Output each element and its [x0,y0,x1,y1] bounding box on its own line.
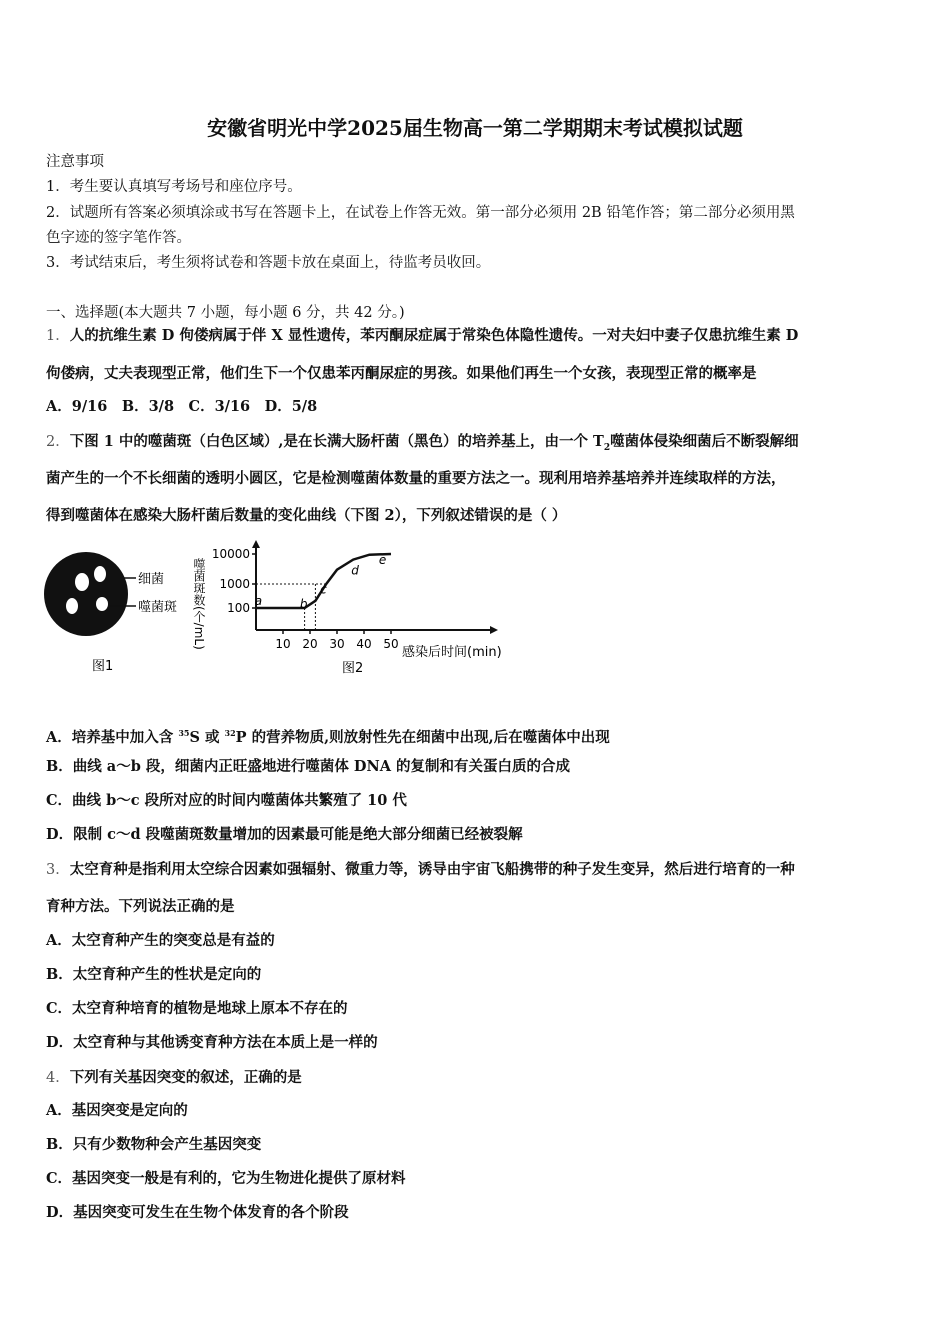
q2-line2: 菌产生的一个不长细菌的透明小圆区，它是检测噬菌体数量的重要方法之一。现利用培养基培养并连续取样的方法， [46,470,786,487]
point-label-b: b [299,597,308,611]
q2-line1 [46,432,908,458]
q4-option-a: A．基因突变是定向的 [46,1102,188,1119]
y-tick-label: 10000 [211,547,250,561]
q2-option-d: D．限制 c～d 段噬菌斑数量增加的因素最可能是绝大部分细菌已经被裂解 [46,826,523,843]
y-tick-label: 100 [227,601,250,615]
series-line [256,554,391,608]
point-label-c: c [320,582,327,597]
x-ticks [275,630,398,651]
x-tick-label: 30 [329,637,345,651]
y-axis-label: 噬菌斑数(个/mL) [192,558,206,650]
q2-text-1a: 下图 1 中的噬菌斑（白色区域）,是在长满大肠杆菌（黑色）的培养基上，由一个 T [69,433,604,450]
q4-option-c: C．基因突变一般是有利的，它为生物进化提供了原材料 [46,1170,406,1187]
notice-item-2-cont: 色字迹的签字笔作答。 [46,230,191,246]
q2-optA-sup1: 35 [178,728,190,738]
y-tick-label: 1000 [219,577,250,591]
x-axis-arrow [490,626,498,634]
q1-text-1: 人的抗维生素 D 佝偻病属于伴 X 显性遗传，苯丙酮尿症属于常染色体隐性遗传。一对夫妇中妻子仅患抗维生素 D [69,327,799,344]
q3-option-a: A．太空育种产生的突变总是有益的 [46,932,275,949]
q3-number: 3． [46,862,70,878]
q1-line1 [46,326,908,346]
y-axis-arrow [252,540,260,548]
q4-number: 4． [46,1070,70,1086]
q2-optA-text-a: A．培养基中加入含 [46,728,179,746]
q3-option-b: B．太空育种产生的性状是定向的 [46,966,262,983]
plaque-1 [75,573,89,591]
figure1 [44,552,177,674]
q2-optA-text-b: S 或 [189,728,225,746]
notice-item-2: 2．试题所有答案必须填涂或书写在答题卡上，在试卷上作答无效。第一部分必须用 2B 铅笔作答；第二部分必须用黑 [46,205,795,221]
y-ticks [212,547,256,615]
notice-heading: 注意事项 [46,154,104,170]
label-bacteria: 细菌 [138,572,165,587]
q4-option-d: D．基因突变可发生在生物个体发育的各个阶段 [46,1204,349,1221]
q2-optA-sup2: 32 [224,728,236,738]
dish-circle [44,552,128,636]
q3-text-1: 太空育种是指利用太空综合因素如强辐射、微重力等，诱导由宇宙飞船携带的种子发生变异，然后进行培育的一种 [69,861,795,878]
figure1-caption: 图1 [92,659,114,674]
q3-option-c: C．太空育种培育的植物是地球上原本不存在的 [46,1000,348,1017]
q2-subscript: 2 [603,442,611,453]
figure2-chart [192,540,502,676]
x-tick-label: 10 [275,637,291,651]
figure2-caption: 图2 [342,661,364,676]
page-title: 安徽省明光中学2025届生物高一第二学期期末考试模拟试题 [207,116,743,140]
notice-item-3: 3．考试结束后，考生须将试卷和答题卡放在桌面上，待监考员收回。 [46,255,491,271]
plaque-3 [66,598,78,614]
q2-figure [44,538,514,690]
q3-line1 [46,860,908,880]
q4-line1 [46,1068,908,1088]
q3-option-d: D．太空育种与其他诱变育种方法在本质上是一样的 [46,1034,378,1051]
q3-line2: 育种方法。下列说法正确的是 [46,898,235,915]
figure-svg [44,538,514,690]
plaque-4 [96,597,108,611]
point-labels [255,553,387,611]
x-tick-label: 50 [383,637,399,651]
q2-option-c: C．曲线 b～c 段所对应的时间内噬菌体共繁殖了 10 代 [46,792,407,809]
x-axis-label: 感染后时间(min) [402,645,502,660]
q2-number: 2． [46,434,70,450]
q4-option-b: B．只有少数物种会产生基因突变 [46,1136,262,1153]
q2-optA-text-c: P 的营养物质,则放射性先在细菌中出现,后在噬菌体中出现 [235,728,610,746]
point-label-a: a [254,594,263,608]
x-tick-label: 20 [302,637,318,651]
notice-item-1: 1．考生要认真填写考场号和座位序号。 [46,179,302,195]
label-plaque: 噬菌斑 [138,600,178,615]
q1-number: 1． [46,328,70,344]
section-heading: 一、选择题(本大题共 7 小题，每小题 6 分，共 42 分。) [46,305,405,321]
q2-line3: 得到噬菌体在感染大肠杆菌后数量的变化曲线（下图 2），下列叙述错误的是（ ） [46,507,567,524]
q2-option-b: B．曲线 a～b 段，细菌内正旺盛地进行噬菌体 DNA 的复制和有关蛋白质的合成 [46,758,571,775]
x-tick-label: 40 [356,637,372,651]
q2-option-a [46,723,908,748]
q1-line2: 佝偻病，丈夫表现型正常，他们生下一个仅患苯丙酮尿症的男孩。如果他们再生一个女孩，表现型正常的概率是 [46,365,757,382]
point-label-d: d [351,563,359,578]
plaque-2 [94,566,106,582]
point-label-e: e [378,553,387,567]
q1-options: A．9/16 B．3/8 C．3/16 D．5/8 [46,398,318,415]
q4-text-1: 下列有关基因突变的叙述，正确的是 [69,1069,302,1086]
q2-text-1b: 噬菌体侵染细菌后不断裂解细 [610,433,799,450]
